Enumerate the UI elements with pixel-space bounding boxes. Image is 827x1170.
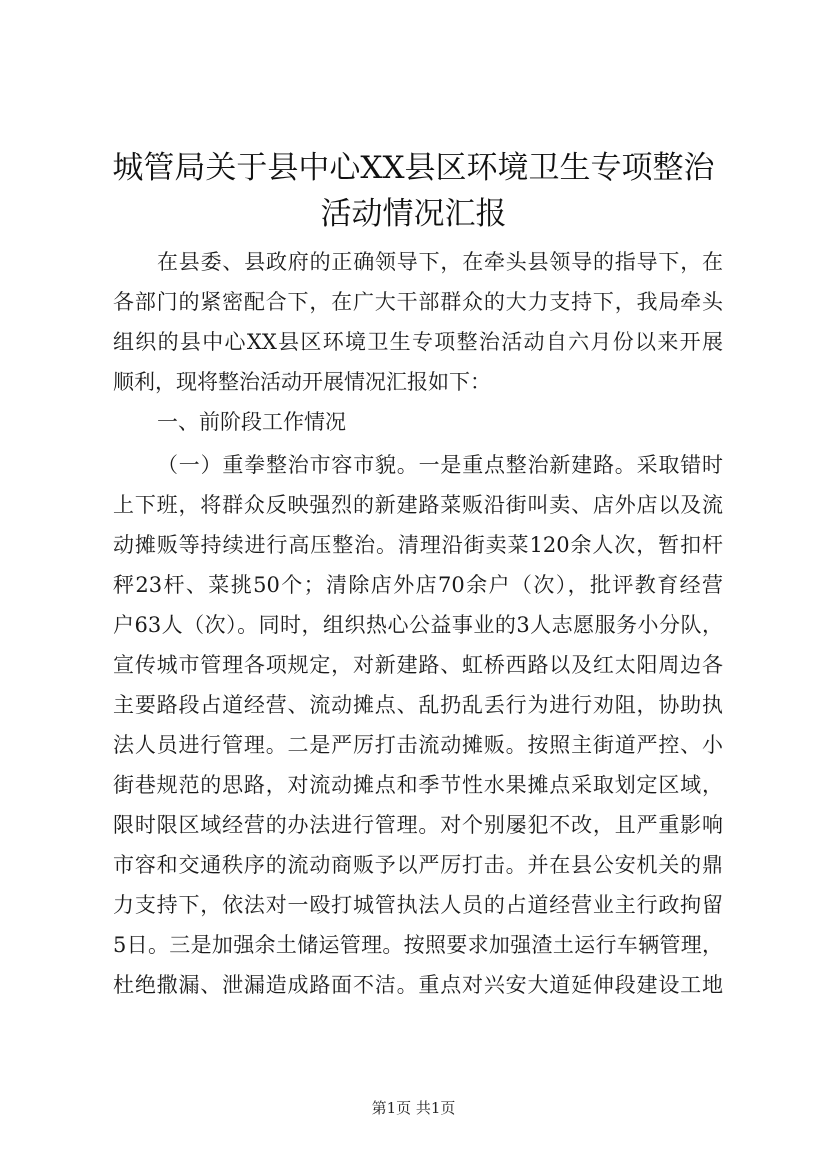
paragraph-line: 秤23杆、菜挑50个；清除店外店70余户（次），批评教育经营 bbox=[113, 573, 723, 597]
paragraph-line: 各部门的紧密配合下，在广大干部群众的大力支持下，我局牵头 bbox=[113, 290, 723, 314]
paragraph-line: 限时限区域经营的办法进行管理。对个别屡犯不改，且严重影响 bbox=[113, 813, 723, 837]
paragraph-line: 主要路段占道经营、流动摊点、乱扔乱丢行为进行劝阻，协助执 bbox=[113, 693, 723, 717]
paragraph-line: 宣传城市管理各项规定，对新建路、虹桥西路以及红太阳周边各 bbox=[113, 653, 723, 677]
paragraph-line: 杜绝撒漏、泄漏造成路面不洁。重点对兴安大道延伸段建设工地 bbox=[113, 973, 723, 997]
paragraph-line: 5日。三是加强余土储运管理。按照要求加强渣土运行车辆管理， bbox=[113, 933, 723, 957]
paragraph-line: 动摊贩等持续进行高压整治。清理沿街卖菜120余人次，暂扣杆 bbox=[113, 533, 723, 557]
document-title-line-2: 活动情况汇报 bbox=[320, 196, 507, 232]
paragraph-line: 在县委、县政府的正确领导下，在牵头县领导的指导下，在 bbox=[157, 250, 723, 274]
section-heading: 一、前阶段工作情况 bbox=[157, 410, 346, 434]
paragraph-line: 上下班，将群众反映强烈的新建路菜贩沿街叫卖、店外店以及流 bbox=[113, 493, 723, 517]
paragraph-line: 户63人（次）。同时，组织热心公益事业的3人志愿服务小分队， bbox=[113, 613, 723, 637]
paragraph-line: 法人员进行管理。二是严厉打击流动摊贩。按照主街道严控、小 bbox=[113, 733, 723, 757]
paragraph-line: 街巷规范的思路，对流动摊点和季节性水果摊点采取划定区域， bbox=[113, 773, 723, 797]
paragraph-line: （一）重拳整治市容市貌。一是重点整治新建路。采取错时 bbox=[157, 453, 723, 477]
paragraph-line: 市容和交通秩序的流动商贩予以严厉打击。并在县公安机关的鼎 bbox=[113, 853, 723, 877]
document-title-line-1: 城管局关于县中心XX县区环境卫生专项整治 bbox=[112, 150, 715, 186]
paragraph-line: 力支持下，依法对一殴打城管执法人员的占道经营业主行政拘留 bbox=[113, 893, 723, 917]
paragraph-line: 组织的县中心XX县区环境卫生专项整治活动自六月份以来开展 bbox=[113, 330, 723, 354]
page-number-footer: 第1页 共1页 bbox=[371, 1099, 456, 1117]
paragraph-line: 顺利，现将整治活动开展情况汇报如下： bbox=[113, 370, 491, 394]
